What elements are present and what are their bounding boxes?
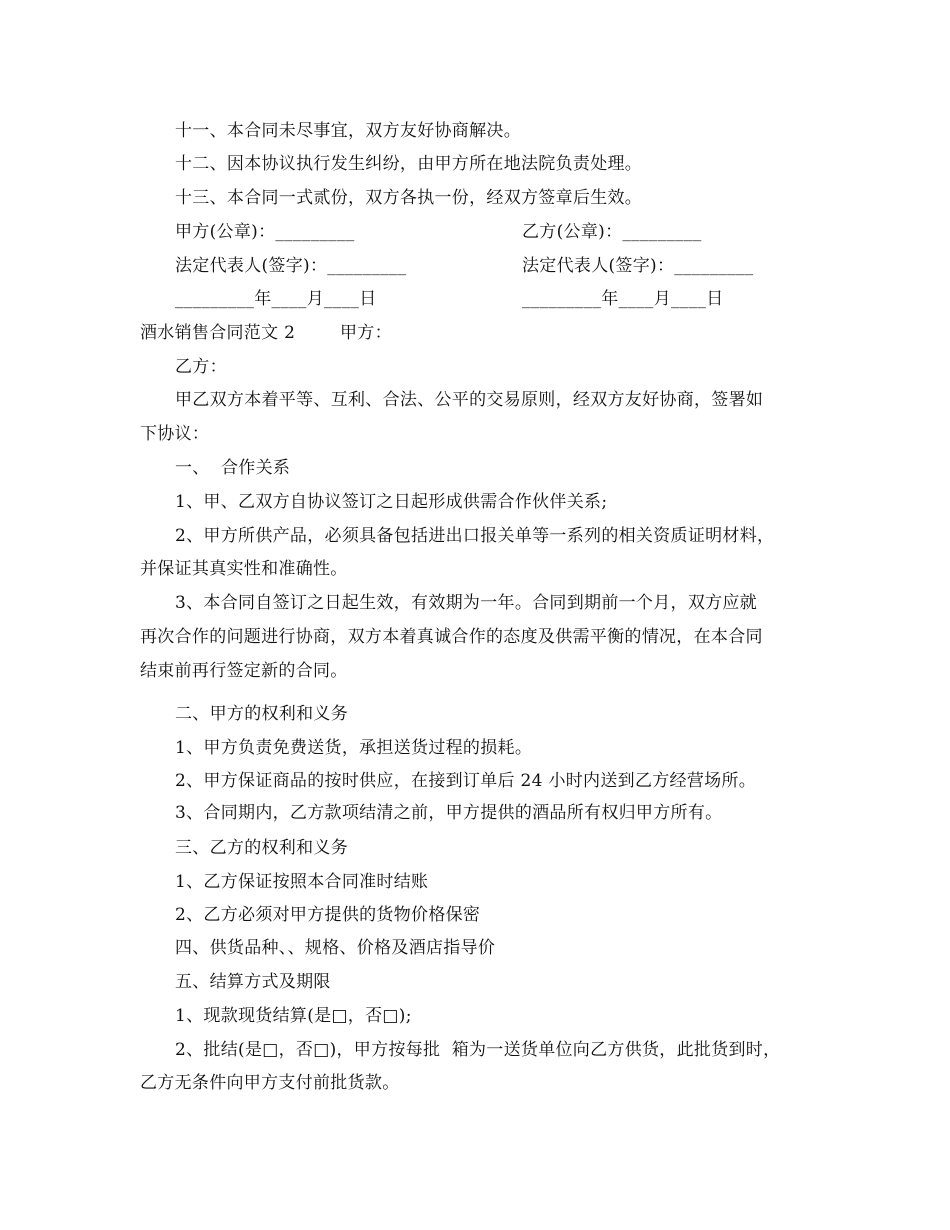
contract-2-heading: 酒水销售合同范文 2 xyxy=(140,323,296,343)
party-a-date-line: _________年____月____日 xyxy=(175,289,377,309)
section-1-title: 一、 合作关系 xyxy=(175,458,291,478)
preamble-line-2: 下协议： xyxy=(140,424,210,444)
section-4-title: 四、供货品种、、规格、价格及酒店指导价 xyxy=(175,938,496,958)
preamble-line-1: 甲乙双方本着平等、互利、合法、公平的交易原则，经双方友好协商，签署如 xyxy=(175,390,764,410)
party-a-seal-line: 甲方(公章)：_________ xyxy=(175,222,355,242)
party-a-representative-line: 法定代表人(签字)：_________ xyxy=(175,256,407,276)
section-1-item-3-line-1: 3、本合同自签订之日起生效，有效期为一年。合同到期前一个月，双方应就 xyxy=(175,593,758,613)
section-2-item-2: 2、甲方保证商品的按时供应，在接到订单后 24 小时内送到乙方经营场所。 xyxy=(175,771,757,791)
section-3-item-1: 1、乙方保证按照本合同准时结账 xyxy=(175,872,429,892)
section-1-item-2-line-2: 并保证其真实性和准确性。 xyxy=(140,559,348,579)
section-1-item-3-line-3: 结束前再行签定新的合同。 xyxy=(140,661,348,681)
section-5-title: 五、结算方式及期限 xyxy=(175,972,331,992)
party-b-date-line: _________年____月____日 xyxy=(522,289,724,309)
section-5-item-2-line-1: 2、批结(是□，否□)，甲方按每批 箱为一送货单位向乙方供货，此批货到时， xyxy=(175,1040,781,1060)
section-5-item-1: 1、现款现货结算(是□，否□); xyxy=(175,1006,412,1026)
clause-12: 十二、因本协议执行发生纠纷，由甲方所在地法院负责处理。 xyxy=(175,154,643,174)
party-a-label: 甲方： xyxy=(340,323,392,343)
clause-13: 十三、本合同一式贰份，双方各执一份，经双方签章后生效。 xyxy=(175,188,643,208)
party-b-label: 乙方： xyxy=(175,357,227,377)
section-1-item-3-line-2: 再次合作的问题进行协商，双方本着真诚合作的态度及供需平衡的情况，在本合同 xyxy=(140,627,763,647)
party-b-representative-line: 法定代表人(签字)：_________ xyxy=(522,256,754,276)
section-1-item-1: 1、甲、乙双方自协议签订之日起形成供需合作伙伴关系; xyxy=(175,492,608,512)
party-b-seal-line: 乙方(公章)：_________ xyxy=(522,222,702,242)
section-1-item-2-line-1: 2、甲方所供产品，必须具备包括进出口报关单等一系列的相关资质证明材料， xyxy=(175,526,775,546)
section-3-title: 三、乙方的权利和义务 xyxy=(175,838,348,858)
section-3-item-2: 2、乙方必须对甲方提供的货物价格保密 xyxy=(175,905,481,925)
section-5-item-2-line-2: 乙方无条件向甲方支付前批货款。 xyxy=(140,1073,400,1093)
clause-11: 十一、本合同未尽事宜，双方友好协商解决。 xyxy=(175,121,521,141)
section-2-item-1: 1、甲方负责免费送货，承担送货过程的损耗。 xyxy=(175,738,533,758)
section-2-title: 二、甲方的权利和义务 xyxy=(175,704,348,724)
section-2-item-3: 3、合同期内，乙方款项结清之前，甲方提供的酒品所有权归甲方所有。 xyxy=(175,803,723,823)
